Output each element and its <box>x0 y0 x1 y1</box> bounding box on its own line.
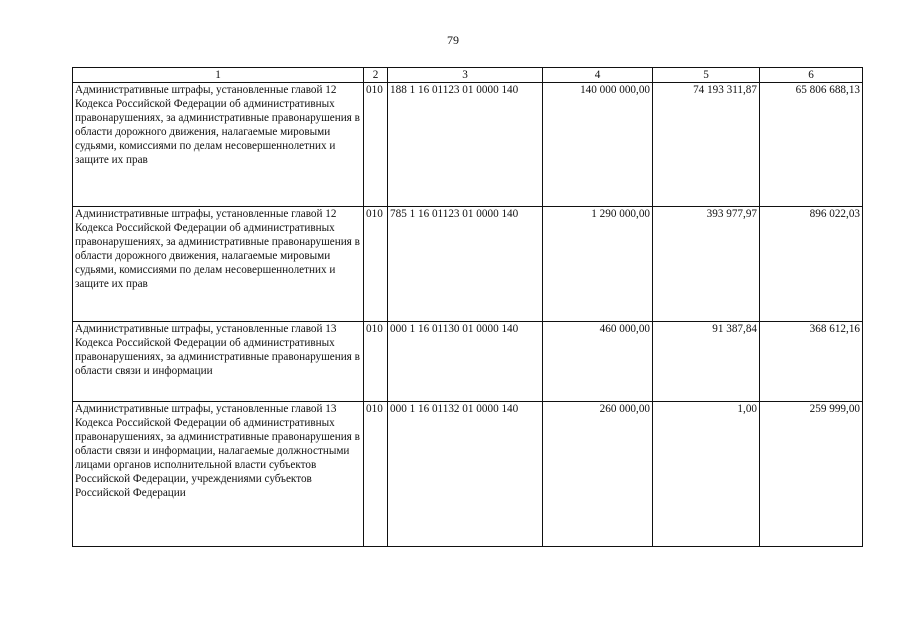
row-line-code: 010 <box>364 207 388 322</box>
row-description: Административные штрафы, установленные главой 13 Кодекса Российской Федерации об административных правонарушениях, за административные правонарушения в области связи и информации <box>73 322 364 402</box>
row-description: Административные штрафы, установленные главой 12 Кодекса Российской Федерации об административных правонарушениях, за административные правонарушения в области дорожного движения, налагаемые мировыми судьями, комиссиями по делам несовершеннолетних и защите их прав <box>73 83 364 207</box>
row-value-col4: 460 000,00 <box>543 322 653 402</box>
row-classification-code: 188 1 16 01123 01 0000 140 <box>388 83 543 207</box>
table-row <box>73 322 863 402</box>
row-value-col5: 91 387,84 <box>653 322 760 402</box>
row-description: Административные штрафы, установленные главой 12 Кодекса Российской Федерации об административных правонарушениях, за административные правонарушения в области дорожного движения, налагаемые мировыми судьями, комиссиями по делам несовершеннолетних и защите их прав <box>73 207 364 322</box>
column-header-2: 2 <box>364 68 388 83</box>
row-value-col4: 1 290 000,00 <box>543 207 653 322</box>
table-row <box>73 207 863 322</box>
row-line-code: 010 <box>364 402 388 547</box>
table-row <box>73 83 863 207</box>
column-header-5: 5 <box>653 68 760 83</box>
row-value-col6: 65 806 688,13 <box>760 83 863 207</box>
row-value-col6: 368 612,16 <box>760 322 863 402</box>
row-value-col4: 260 000,00 <box>543 402 653 547</box>
column-header-1: 1 <box>73 68 364 83</box>
row-value-col6: 259 999,00 <box>760 402 863 547</box>
row-description: Административные штрафы, установленные главой 13 Кодекса Российской Федерации об административных правонарушениях, за административные правонарушения в области связи и информации, налагаемые должностными лицами органов исполнительной власти субъектов Российской Федерации, учреждениями субъектов Российской Федерации <box>73 402 364 547</box>
row-line-code: 010 <box>364 322 388 402</box>
row-classification-code: 000 1 16 01132 01 0000 140 <box>388 402 543 547</box>
row-line-code: 010 <box>364 83 388 207</box>
row-classification-code: 785 1 16 01123 01 0000 140 <box>388 207 543 322</box>
row-value-col5: 1,00 <box>653 402 760 547</box>
column-header-3: 3 <box>388 68 543 83</box>
row-classification-code: 000 1 16 01130 01 0000 140 <box>388 322 543 402</box>
column-header-4: 4 <box>543 68 653 83</box>
row-value-col6: 896 022,03 <box>760 207 863 322</box>
table-header-row <box>73 68 863 83</box>
column-header-6: 6 <box>760 68 863 83</box>
revenue-table <box>72 67 863 547</box>
row-value-col5: 74 193 311,87 <box>653 83 760 207</box>
page-number: 79 <box>447 33 459 47</box>
row-value-col4: 140 000 000,00 <box>543 83 653 207</box>
row-value-col5: 393 977,97 <box>653 207 760 322</box>
table-row <box>73 402 863 547</box>
